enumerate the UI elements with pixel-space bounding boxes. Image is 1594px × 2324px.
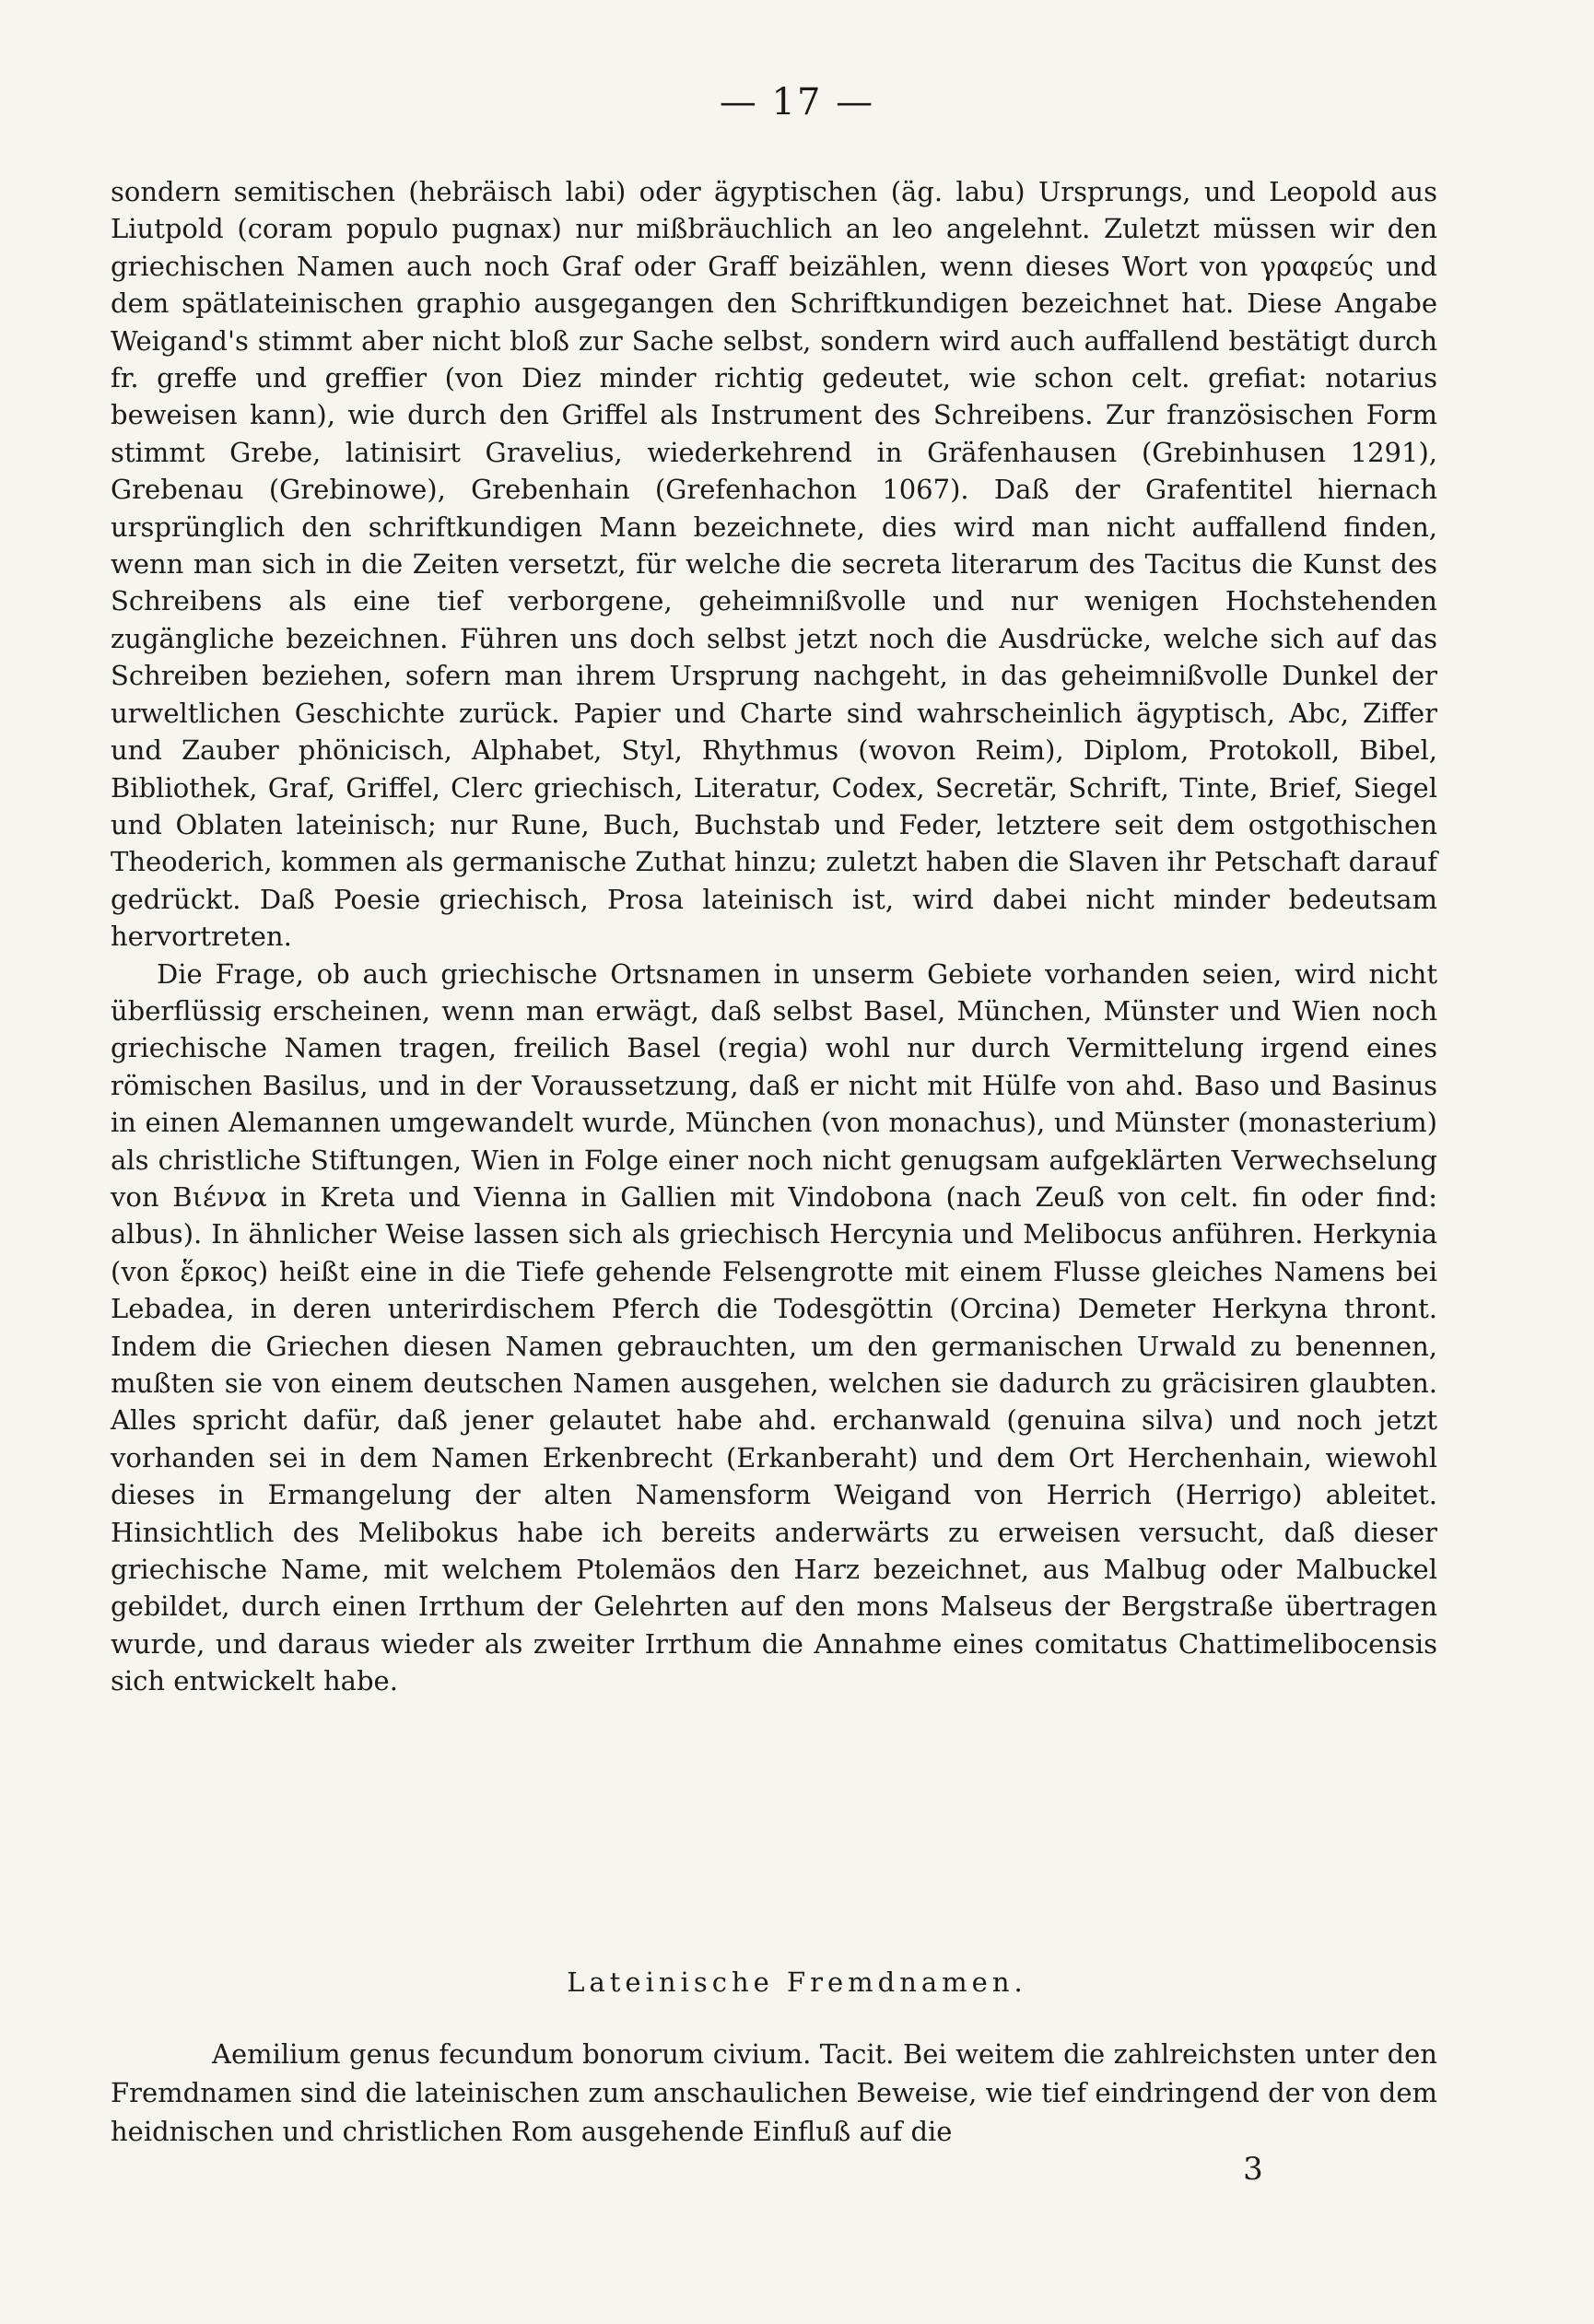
page-number: — 17 —: [719, 81, 875, 123]
section-heading: Lateinische Fremdnamen.: [567, 1966, 1027, 1998]
paragraph-2: Die Frage, ob auch griechische Ortsnamen in unserm Gebiete vorhanden seien, wird nicht überflüssig erscheinen, wenn man erwägt, daß selbst Basel, München, Münster und Wien noch griechische Namen tragen, freilich Basel (regia) wohl nur durch Vermittelung irgend eines römischen Basilus, und in der Voraussetzung, daß er nicht mit Hülfe von ahd. Baso und Basinus in einen Alemannen umgewandelt wurde, München (von monachus), und Münster (monasterium) als christliche Stiftungen, Wien in Folge einer noch nicht genugsam aufgeklärten Verwechselung von Βιέννα in Kreta und Vienna in Gallien mit Vindobona (nach Zeuß von celt. fin oder find: albus). In ähnlicher Weise lassen sich als griechisch Hercynia und Melibocus anführen. Herkynia (von ἕρκος) heißt eine in die Tiefe gehende Felsengrotte mit einem Flusse gleiches Namens bei Lebadea, in deren unterirdischem Pferch die Todesgöttin (Orcina) Demeter Herkyna thront. Indem die Griechen diesen Namen gebrauchten, um den germanischen Urwald zu benennen, mußten sie von einem deutschen Namen ausgehen, welchen sie dadurch zu gräcisiren glaubten. Alles spricht dafür, daß jener gelautet habe ahd. erchanwald (genuina silva) und noch jetzt vorhanden sei in dem Namen Erkenbrecht (Erkanberaht) und dem Ort Herchenhain, wiewohl dieses in Ermangelung der alten Namensform Weigand von Herrich (Herrigo) ableitet. Hinsichtlich des Melibokus habe ich bereits anderwärts zu erweisen versucht, daß dieser griechische Name, mit welchem Ptolemäos den Harz bezeichnet, aus Malbug oder Malbuckel gebildet, durch einen Irrthum der Gelehrten auf den mons Malseus der Bergstraße übertragen wurde, und daraus wieder als zweiter Irrthum die Annahme eines comitatus Chattimelibocensis sich entwickelt habe.: [111, 957, 1437, 1697]
section-paragraph: Aemilium genus fecundum bonorum civium. Tacit. Bei weitem die zahlreichsten unter den Fremdnamen sind die lateinischen zum anschaulichen Beweise, wie tief eindringend der von dem heidnischen und christlichen Rom ausgehende Einfluß auf die: [111, 2038, 1437, 2147]
body-text: [111, 173, 1437, 1700]
paragraph-1: sondern semitischen (hebräisch labi) oder ägyptischen (äg. labu) Ursprungs, und Leopold aus Liutpold (coram populo pugnax) nur mißbräuchlich an leo angelehnt. Zuletzt müssen wir den griechischen Namen auch noch Graf oder Graff beizählen, wenn dieses Wort von γραφεύς und dem spätlateinischen graphio ausgegangen den Schriftkundigen bezeichnet hat. Diese Angabe Weigand's stimmt aber nicht bloß zur Sache selbst, sondern wird auch auffallend bestätigt durch fr. greffe und greffier (von Diez minder richtig gedeutet, wie schon celt. grefiat: notarius beweisen kann), wie durch den Griffel als Instrument des Schreibens. Zur französischen Form stimmt Grebe, latinisirt Gravelius, wiederkehrend in Gräfenhausen (Grebinhusen 1291), Grebenau (Grebinowe), Grebenhain (Grefenhachon 1067). Daß der Grafentitel hiernach ursprünglich den schriftkundigen Mann bezeichnete, dies wird man nicht auffallend finden, wenn man sich in die Zeiten versetzt, für welche die secreta literarum des Tacitus die Kunst des Schreibens als eine tief verborgene, geheimnißvolle und nur wenigen Hochstehenden zugängliche bezeichnen. Führen uns doch selbst jetzt noch die Ausdrücke, welche sich auf das Schreiben beziehen, sofern man ihrem Ursprung nachgeht, in das geheimnißvolle Dunkel der urweltlichen Geschichte zurück. Papier und Charte sind wahrscheinlich ägyptisch, Abc, Ziffer und Zauber phönicisch, Alphabet, Styl, Rhythmus (wovon Reim), Diplom, Protokoll, Bibel, Bibliothek, Graf, Griffel, Clerc griechisch, Literatur, Codex, Secretär, Schrift, Tinte, Brief, Siegel und Oblaten lateinisch; nur Rune, Buch, Buchstab und Feder, letztere seit dem ostgothischen Theoderich, kommen als germanische Zuthat hinzu; zuletzt haben die Slaven ihr Petschaft darauf gedrückt. Daß Poesie griechisch, Prosa lateinisch ist, wird dabei nicht minder bedeutsam hervortreten.: [111, 176, 1437, 953]
signature-mark: 3: [1243, 2151, 1263, 2188]
section-text: [111, 2035, 1437, 2151]
